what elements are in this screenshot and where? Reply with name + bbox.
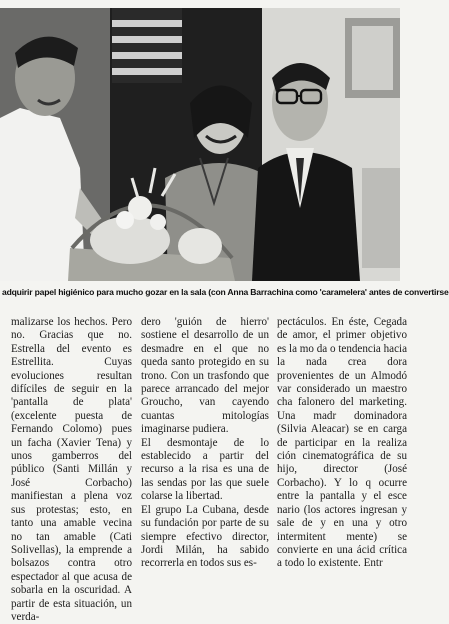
news-photo: [0, 8, 400, 281]
photo-caption: adquirir papel higiénico para mucho gozar en la sala (con Anna Barrachina como 'caramelera' antes de convertirse: [2, 287, 449, 297]
article-column-1: [11, 316, 132, 624]
article-paragraph: El grupo La Cubana, desde su fundación por parte de su siempre efectivo director, Jordi Milán, ha sabido recorrerla en todos sus es-: [141, 503, 269, 570]
photo-illustration: [0, 8, 400, 281]
article-paragraph: pectáculos. En éste, Cegada de amor, el primer objetivo es la mo da o tendencia hacia la nada crea dora provenientes de un Almodó var considerado un maestro cha falonero del marketing. Una madr dominadora (Silvia Aleacar) se en carga de participar en la realiza ción cinematográfica de su hijo, director (José Corbacho). Y lo q ocurre entre la pantalla y el esce nario (los actores ingresan y sale de y en una y otro intermitent mente) se convierte en una ácid crítica a todo lo existente. Entr: [277, 316, 407, 570]
article-column-2: [141, 316, 269, 571]
article-paragraph: dero 'guión de hierro' sostiene el desarrollo de un desmadre en el que no queda santo protegido en su trono. Con un trasfondo que parece arrancado del mejor Groucho, van cayendo cuantas mitologías imaginarse pudiera.: [141, 316, 269, 436]
article-column-3: [277, 316, 407, 571]
article-paragraph: malizarse los hechos. Pero no. Gracias que no. Estrella del evento es Estrellita. Cuyas evoluciones resultan difíciles de seguir en la 'pantalla de plata' (excelente puesta de Fernando Colomo) pues un facha (Xavier Tena) y unos gamberros del público (Santi Millán y José Corbacho) manifiestan a plena voz sus protestas; esto, en tanto una amable vecina no tan amable (Cati Solivellas), la emprende a bolsazos contra otro espectador al que acusa de sobarla en la oscuridad. A partir de esta situación, un verda-: [11, 316, 132, 623]
article-paragraph: El desmontaje de lo establecido a partir del recurso a la risa es una de las sendas por las que suele colarse la libertad.: [141, 436, 269, 503]
